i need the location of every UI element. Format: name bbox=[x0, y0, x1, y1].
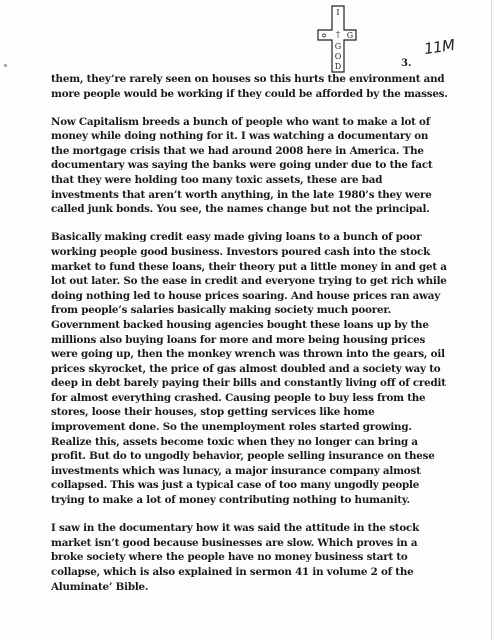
paragraph-1: them, they’re rarely seen on houses so this hurts the environment and more people would be working if they could be afforded by the masses. bbox=[51, 73, 448, 100]
paragraph-2: Now Capitalism breeds a bunch of people who want to make a lot of money while doing nothing for it. I was watching a documentary on the mortgage crisis that we had around 2008 here in America. The documentary was saying the banks were going under due to the fact that they were holding too many toxic assets, these are bad investments that aren’t worth anything, in the late 1980’s they were called junk bonds. You see, the names change but not the principal. bbox=[51, 115, 433, 216]
logo-letter-right: G bbox=[346, 31, 354, 40]
logo-letter-lower2: O bbox=[334, 52, 342, 61]
body-text bbox=[51, 72, 449, 608]
page-edge-line bbox=[491, 0, 492, 640]
page-number: 3. bbox=[401, 58, 412, 69]
logo-letter-top: I bbox=[336, 8, 340, 17]
logo-letter-lower3: D bbox=[334, 62, 342, 71]
paragraph-4: I saw in the documentary how it was said the attitude in the stock market isn’t good because businesses are slow. Which proves in a broke society where the people have no money business start to collapse, which is also explained in sermon 41 in volume 2 of the Aluminate’ Bible. bbox=[51, 522, 420, 593]
handwritten-note: 11M bbox=[422, 35, 456, 59]
paragraph-3: Basically making credit easy made giving loans to a bunch of poor working people good business. Investors poured cash into the stock market to fund these loans, their theory put a little money in and get a lot out later. So the ease in credit and everyone trying to get rich while doing nothing led to house prices soaring. And house prices ran away from people’s salaries basically making society much poorer. Government backed housing agencies bought these loans up by the millions also buying loans for more and more being housing prices were going up, then the monkey wrench was thrown into the gears, oil prices skyrocket, the price of gas almost doubled and a society way to deep in debt barely paying their bills and constantly living off of credit for almost everything crashed. Causing people to buy less from the stores, loose their houses, stop getting services like home improvement done. So the unemployment roles started growing. Realize this, assets become toxic when they no longer can bring a profit. But do to ungodly behavior, people selling insurance on these investments which was lunacy, a major insurance company almost collapsed. This was just a typical case of too many ungodly people trying to make a lot of money contributing nothing to humanity. bbox=[51, 231, 447, 507]
logo-letter-lower1: G bbox=[334, 42, 342, 51]
cross-logo bbox=[298, 4, 388, 74]
scan-speck bbox=[4, 64, 7, 67]
logo-letter-center: † bbox=[336, 30, 340, 39]
logo-star-left: ✡ bbox=[321, 32, 327, 40]
